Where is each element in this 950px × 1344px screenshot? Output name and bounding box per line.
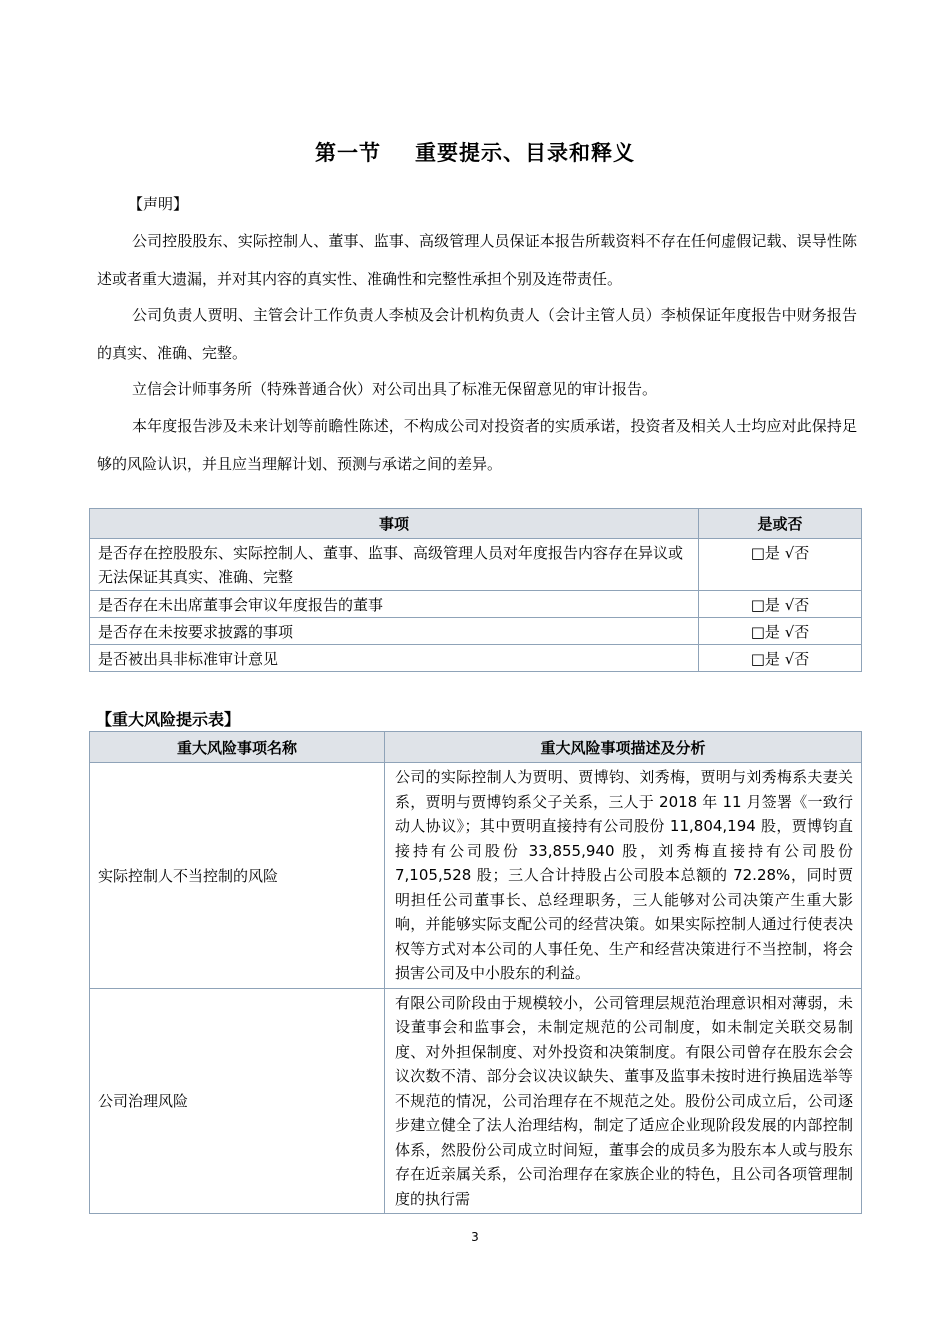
answer-cell: □是 √否	[699, 539, 862, 591]
statement-paragraph: 本年度报告涉及未来计划等前瞻性陈述，不构成公司对投资者的实质承诺，投资者及相关人士均应对此保持足够的风险认识，并且应当理解计划、预测与承诺之间的差异。	[97, 417, 857, 473]
table-row	[90, 618, 862, 645]
item-cell: 是否存在未按要求披露的事项	[90, 618, 699, 645]
column-header-item: 事项	[90, 509, 699, 539]
table-row	[90, 591, 862, 618]
risk-description-cell: 公司的实际控制人为贾明、贾博钧、刘秀梅，贾明与刘秀梅系夫妻关系，贾明与贾博钧系父子关系，三人于 2018 年 11 月签署《一致行动人协议》；其中贾明直接持有公司股份 11,804,194 股，贾博钧直接持有公司股份 33,855,940 股，刘秀梅直接持有公司股份 7,105,528 股；三人合计持股占公司股本总额的 72.28%，同时贾明担任公司董事长、总经理职务，三人能够对公司决策产生重大影响，并能够实际支配公司的经营决策。如果实际控制人通过行使表决权等方式对本公司的人事任免、生产和经营决策进行不当控制，将会损害公司及中小股东的利益。	[385, 763, 862, 989]
statement-paragraph: 公司控股股东、实际控制人、董事、监事、高级管理人员保证本报告所载资料不存在任何虚假记载、误导性陈述或者重大遗漏，并对其内容的真实性、准确性和完整性承担个别及连带责任。	[97, 232, 857, 288]
statement-label: 【声明】	[128, 195, 189, 213]
answer-cell: □是 √否	[699, 591, 862, 618]
title-section-number: 第一节	[315, 141, 381, 165]
title-section-name: 重要提示、目录和释义	[415, 141, 635, 165]
risk-name-cell: 实际控制人不当控制的风险	[90, 763, 385, 989]
table-header-row	[90, 732, 862, 763]
table-row	[90, 988, 862, 1214]
item-cell: 是否存在未出席董事会审议年度报告的董事	[90, 591, 699, 618]
table-row	[90, 539, 862, 591]
statement-paragraph: 公司负责人贾明、主管会计工作负责人李桢及会计机构负责人（会计主管人员）李桢保证年度报告中财务报告的真实、准确、完整。	[97, 306, 857, 362]
confirmation-table	[89, 508, 862, 672]
answer-cell: □是 √否	[699, 645, 862, 672]
page-number: 3	[471, 1230, 479, 1244]
table-row	[90, 763, 862, 989]
table-header-row	[90, 509, 862, 539]
column-header-risk-name: 重大风险事项名称	[90, 732, 385, 763]
risk-table-heading: 【重大风险提示表】	[96, 710, 241, 729]
item-cell: 是否被出具非标准审计意见	[90, 645, 699, 672]
risk-table	[89, 731, 862, 1214]
column-header-answer: 是或否	[699, 509, 862, 539]
answer-cell: □是 √否	[699, 618, 862, 645]
risk-description-cell: 有限公司阶段由于规模较小，公司管理层规范治理意识相对薄弱，未设董事会和监事会，未制定规范的公司制度，如未制定关联交易制度、对外担保制度、对外投资和决策制度。有限公司曾存在股东会会议次数不清、部分会议决议缺失、董事及监事未按时进行换届选举等不规范的情况，公司治理存在不规范之处。股份公司成立后，公司逐步建立健全了法人治理结构，制定了适应企业现阶段发展的内部控制体系，然股份公司成立时间短，董事会的成员多为股东本人或与股东存在近亲属关系，公司治理存在家族企业的特色，且公司各项管理制度的执行需	[385, 988, 862, 1214]
item-cell: 是否存在控股股东、实际控制人、董事、监事、高级管理人员对年度报告内容存在异议或无法保证其真实、准确、完整	[90, 539, 699, 591]
page-title	[0, 137, 950, 167]
column-header-risk-description: 重大风险事项描述及分析	[385, 732, 862, 763]
risk-name-cell: 公司治理风险	[90, 988, 385, 1214]
statement-paragraph: 立信会计师事务所（特殊普通合伙）对公司出具了标准无保留意见的审计报告。	[132, 380, 658, 398]
table-row	[90, 645, 862, 672]
